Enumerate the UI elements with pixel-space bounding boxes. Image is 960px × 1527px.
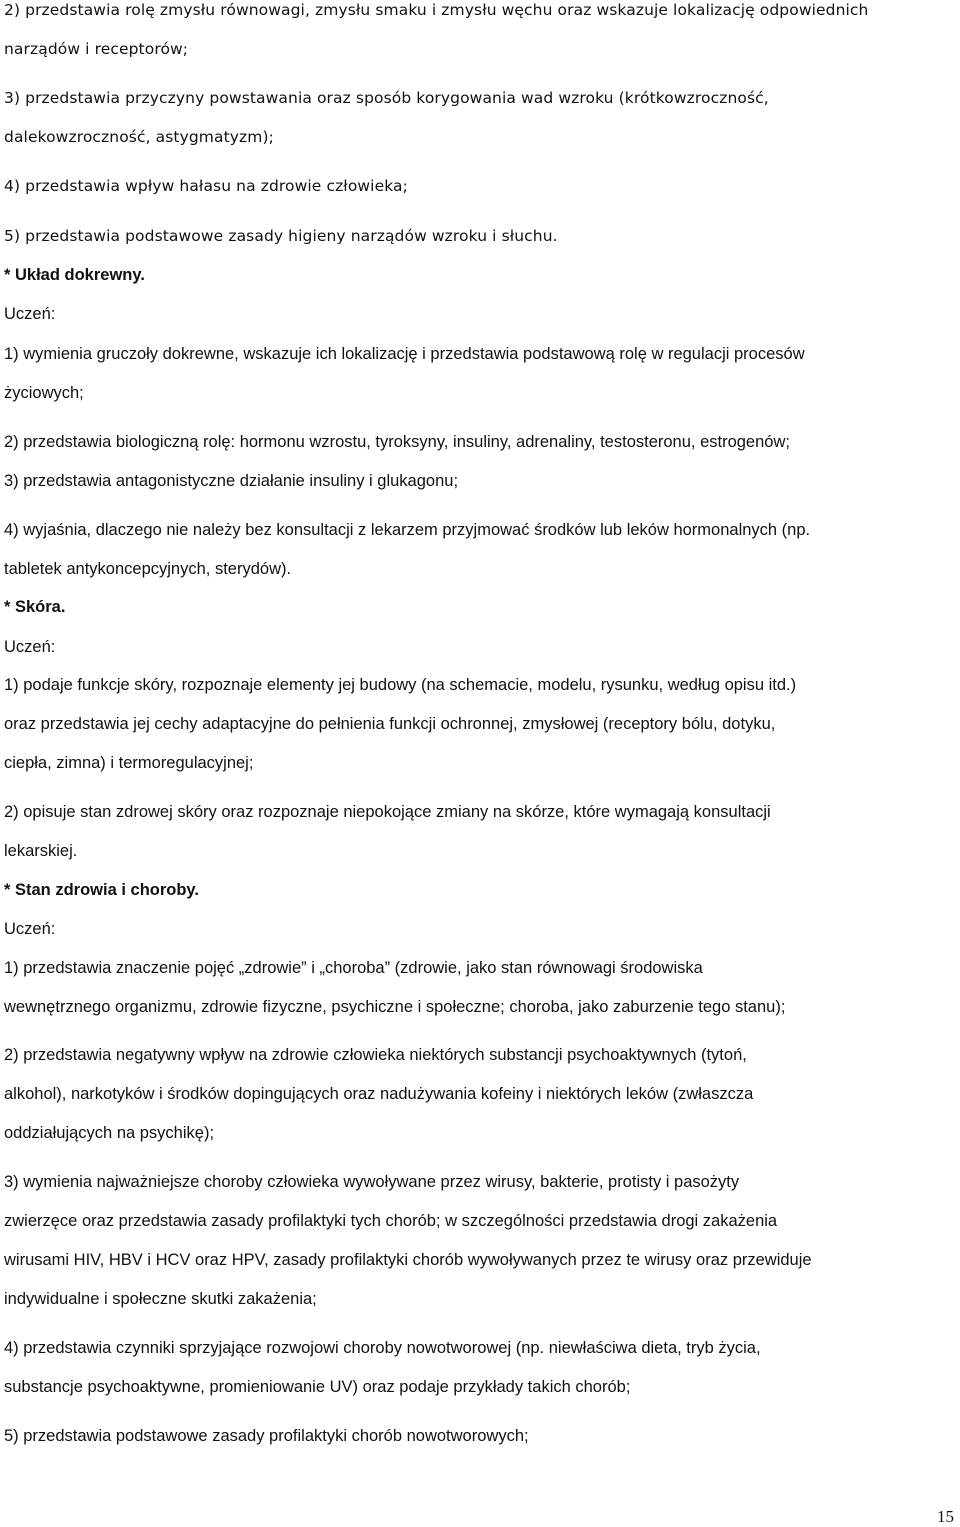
text-line: indywidualne i społeczne skutki zakażenia; <box>4 1290 317 1308</box>
text-line: substancje psychoaktywne, promieniowanie UV) oraz podaje przykłady takich chorób; <box>4 1378 631 1396</box>
text-line: 4) przedstawia czynniki sprzyjające rozwojowi choroby nowotworowej (np. niewłaściwa dieta, tryb życia, <box>4 1339 761 1357</box>
text-line: 3) wymienia najważniejsze choroby człowieka wywoływane przez wirusy, bakterie, protisty i pasożyty <box>4 1173 740 1191</box>
text-line: 1) przedstawia znaczenie pojęć „zdrowie” i „choroba” (zdrowie, jako stan równowagi środowiska <box>4 959 703 977</box>
text-line: Uczeń: <box>4 305 56 323</box>
text-line: 5) przedstawia podstawowe zasady profilaktyki chorób nowotworowych; <box>4 1427 529 1445</box>
text-line: lekarskiej. <box>4 842 78 860</box>
text-line: zwierzęce oraz przedstawia zasady profilaktyki tych chorób; w szczególności przedstawia drogi zakażenia <box>4 1212 778 1230</box>
text-line: wewnętrznego organizmu, zdrowie fizyczne, psychiczne i społeczne; choroba, jako zaburzenie tego stanu); <box>4 998 786 1016</box>
text-line: 2) przedstawia biologiczną rolę: hormonu wzrostu, tyroksyny, insuliny, adrenaliny, testosteronu, estrogenów; <box>4 433 790 451</box>
text-line: 3) przedstawia przyczyny powstawania oraz sposób korygowania wad wzroku (krótkowzroczność, <box>4 89 769 107</box>
section-heading: * Stan zdrowia i choroby. <box>4 881 199 899</box>
text-line: 4) wyjaśnia, dlaczego nie należy bez konsultacji z lekarzem przyjmować środków lub leków hormonalnych (np. <box>4 521 811 539</box>
text-line: alkohol), narkotyków i środków dopingujących oraz nadużywania kofeiny i niektórych leków (zwłaszcza <box>4 1085 754 1103</box>
text-line: życiowych; <box>4 384 84 402</box>
text-line: ciepła, zimna) i termoregulacyjnej; <box>4 754 254 772</box>
text-line: narządów i receptorów; <box>4 40 189 58</box>
section-heading: * Układ dokrewny. <box>4 266 145 284</box>
section-heading: * Skóra. <box>4 598 66 616</box>
text-line: tabletek antykoncepcyjnych, sterydów). <box>4 560 292 578</box>
text-line: 3) przedstawia antagonistyczne działanie insuliny i glukagonu; <box>4 472 459 490</box>
text-line: wirusami HIV, HBV i HCV oraz HPV, zasady profilaktyki chorób wywoływanych przez te wirusy oraz przewiduje <box>4 1251 812 1269</box>
text-line: 2) przedstawia negatywny wpływ na zdrowie człowieka niektórych substancji psychoaktywnych (tytoń, <box>4 1046 747 1064</box>
text-line: oraz przedstawia jej cechy adaptacyjne do pełnienia funkcji ochronnej, zmysłowej (receptory bólu, dotyku, <box>4 715 776 733</box>
text-line: oddziałujących na psychikę); <box>4 1124 215 1142</box>
text-line: 4) przedstawia wpływ hałasu na zdrowie człowieka; <box>4 177 408 195</box>
text-line: 2) przedstawia rolę zmysłu równowagi, zmysłu smaku i zmysłu węchu oraz wskazuje lokalizację odpowiednich <box>4 1 869 19</box>
text-line: Uczeń: <box>4 920 56 938</box>
text-line: 1) wymienia gruczoły dokrewne, wskazuje ich lokalizację i przedstawia podstawową rolę w regulacji procesów <box>4 345 805 363</box>
text-line: Uczeń: <box>4 638 56 656</box>
text-line: 5) przedstawia podstawowe zasady higieny narządów wzroku i słuchu. <box>4 227 558 245</box>
text-line: 2) opisuje stan zdrowej skóry oraz rozpoznaje niepokojące zmiany na skórze, które wymagają konsultacji <box>4 803 771 821</box>
text-line: dalekowzroczność, astygmatyzm); <box>4 128 274 146</box>
text-line: 1) podaje funkcje skóry, rozpoznaje elementy jej budowy (na schemacie, modelu, rysunku, według opisu itd.) <box>4 676 797 694</box>
page-number: 15 <box>937 1507 954 1526</box>
